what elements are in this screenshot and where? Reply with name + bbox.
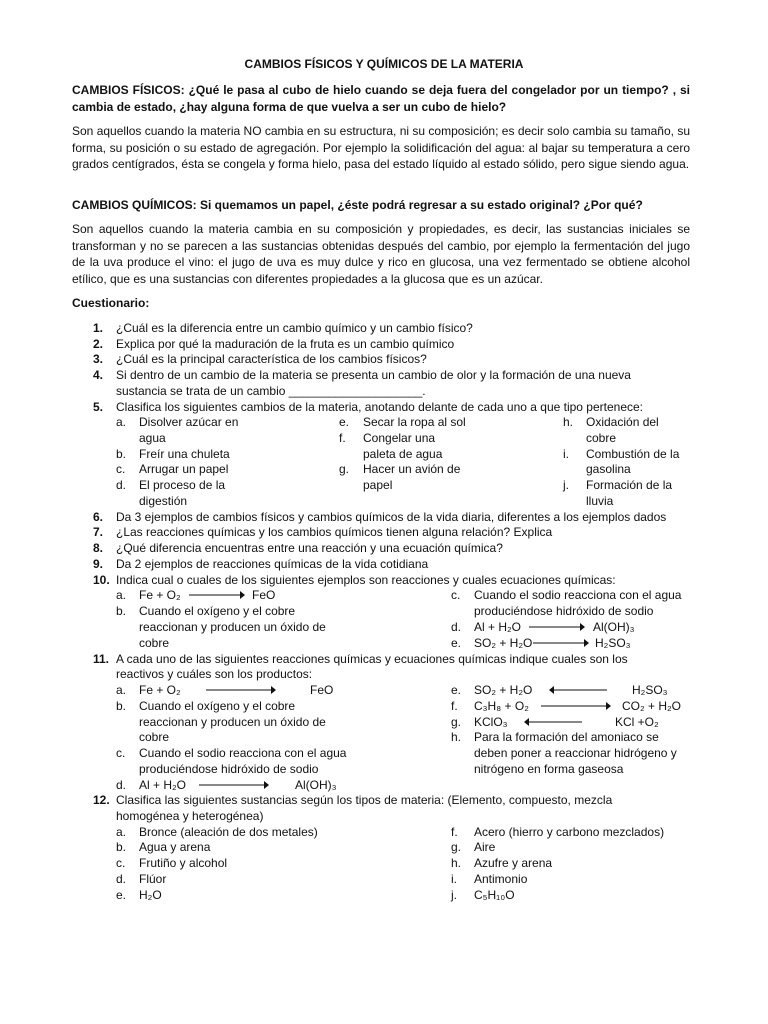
q11-e-arrow-left (548, 684, 608, 696)
q5-a-text1: Disolver azúcar en (139, 415, 239, 429)
q12-c-letter: c. (116, 856, 126, 870)
q5-d-text2: digestión (139, 494, 188, 508)
q11-number: 11. (93, 652, 110, 666)
q11-h-text1: Para la formación del amoniaco se (474, 730, 659, 744)
q10-e-arrow (532, 637, 590, 649)
q10-d-arrow (528, 621, 586, 633)
q10-e-lhs: SO₂ + H₂O (474, 636, 533, 650)
q11-text-line1: A cada uno de las siguientes reacciones químicas y ecuaciones químicas indique cuales son los (116, 652, 628, 666)
q4-text-line2: sustancia se trata de un cambio ____________________. (116, 384, 426, 398)
q5-a-letter: a. (116, 415, 127, 429)
q11-h-text3: nitrógeno en forma gaseosa (474, 762, 624, 776)
q12-d-text: Flúor (139, 872, 167, 886)
q1-text: ¿Cuál es la diferencia entre un cambio químico y un cambio físico? (116, 321, 473, 335)
fisicos-body: Son aquellos cuando la materia NO cambia en su estructura, ni su composición; es decir solo cambia su tamaño, su forma, su posición o su estado de agregación. Por ejemplo la solidificación del agua: al bajar su temperatura a cero grados centígrados, ésta se congela y forma hielo, pasa del estado líquido al estado sólido, pero sigue siendo agua. (72, 124, 690, 172)
q12-b-text: Agua y arena (139, 840, 211, 854)
q11-c-letter: c. (116, 746, 126, 760)
q5-d-text1: El proceso de la (139, 478, 226, 492)
q11-f-lhs: C₃H₈ + O₂ (474, 699, 529, 713)
fisicos-heading: CAMBIOS FÍSICOS: ¿Qué le pasa al cubo de hielo cuando se deja fuera del congelador por un tiempo? , si cambia de estado, ¿hay alguna forma de que vuelva a ser un cubo de hielo? (72, 83, 690, 114)
q4-number: 4. (93, 368, 104, 382)
q12-j-text: C₅H₁₀O (474, 888, 515, 902)
q3-text: ¿Cuál es la principal característica de los cambios físicos? (116, 352, 427, 366)
q10-a-letter: a. (116, 588, 127, 602)
q11-c-text1: Cuando el sodio reacciona con el agua (139, 746, 347, 760)
q5-text: Clasifica los siguientes cambios de la materia, anotando delante de cada uno a que tipo pertenece: (116, 400, 644, 414)
q11-c-text2: produciéndose hidróxido de sodio (139, 762, 319, 776)
q12-h-text: Azufre y arena (474, 856, 553, 870)
q10-c-text2: produciéndose hidróxido de sodio (474, 604, 654, 618)
q10-b-text1: Cuando el oxígeno y el cobre (139, 604, 296, 618)
q3-number: 3. (93, 352, 104, 366)
q11-d-rhs: Al(OH)₃ (295, 778, 337, 792)
q5-j-letter: j. (563, 478, 569, 492)
q11-g-arrow-left (523, 716, 583, 728)
q11-a-rhs: FeO (310, 683, 334, 697)
q12-j-letter: j. (451, 888, 457, 902)
q7-number: 7. (93, 525, 104, 539)
q5-c-letter: c. (116, 462, 126, 476)
q12-i-text: Antimonio (474, 872, 528, 886)
q11-d-lhs: Al + H₂O (139, 778, 187, 792)
q4-text-line1: Si dentro de un cambio de la materia se presenta un cambio de olor y la formación de una nueva (116, 368, 631, 382)
quimicos-heading: CAMBIOS QUÍMICOS: Si quemamos un papel, ¿éste podrá regresar a su estado original? ¿Por qué? (72, 198, 643, 212)
q11-a-arrow (205, 684, 277, 696)
q11-f-arrow (540, 700, 612, 712)
q11-text-line2: reactivos y cuáles son los productos: (116, 667, 313, 681)
q12-e-text: H₂O (139, 888, 162, 902)
q10-c-text1: Cuando el sodio reacciona con el agua (474, 588, 682, 602)
q11-g-rhs: KCl +O₂ (615, 715, 659, 729)
q5-number: 5. (93, 400, 104, 414)
q11-b-text1: Cuando el oxígeno y el cobre (139, 699, 296, 713)
q2-number: 2. (93, 337, 104, 351)
q5-f-letter: f. (339, 431, 346, 445)
q7-text: ¿Las reacciones químicas y los cambios químicos tienen alguna relación? Explica (116, 525, 553, 539)
q11-f-rhs: CO₂ + H₂O (622, 699, 681, 713)
q5-e-text: Secar la ropa al sol (363, 415, 466, 429)
q5-g-text2: papel (363, 478, 393, 492)
q10-e-rhs: H₂SO₃ (595, 636, 631, 650)
q2-text: Explica por qué la maduración de la fruta es un cambio químico (116, 337, 455, 351)
q12-e-letter: e. (116, 888, 127, 902)
q10-e-letter: e. (451, 636, 462, 650)
q1-number: 1. (93, 321, 104, 335)
q12-h-letter: h. (451, 856, 462, 870)
q11-e-lhs: SO₂ + H₂O (474, 683, 533, 697)
q10-a-lhs: Fe + O₂ (139, 588, 181, 602)
q5-j-text2: lluvia (586, 494, 614, 508)
q5-b-text: Freír una chuleta (139, 447, 230, 461)
q5-g-letter: g. (339, 462, 350, 476)
q10-a-arrow (188, 589, 246, 601)
q12-f-text: Acero (hierro y carbono mezclados) (474, 825, 665, 839)
q11-d-arrow (198, 779, 270, 791)
q5-i-text2: gasolina (586, 462, 631, 476)
q11-e-letter: e. (451, 683, 462, 697)
q10-b-letter: b. (116, 604, 127, 618)
q10-number: 10. (93, 573, 110, 587)
q10-d-letter: d. (451, 620, 462, 634)
q10-d-rhs: Al(OH)₃ (593, 620, 635, 634)
q11-a-letter: a. (116, 683, 127, 697)
q10-c-letter: c. (451, 588, 461, 602)
q8-text: ¿Qué diferencia encuentras entre una reacción y una ecuación química? (116, 541, 503, 555)
q12-number: 12. (93, 793, 110, 807)
q11-e-rhs: H₂SO₃ (632, 683, 668, 697)
q11-h-text2: deben poner a reaccionar hidrógeno y (474, 746, 677, 760)
q5-h-letter: h. (563, 415, 574, 429)
q12-d-letter: d. (116, 872, 127, 886)
q12-b-letter: b. (116, 840, 127, 854)
q12-text-line2: homogénea y heterogénea) (116, 809, 264, 823)
q6-number: 6. (93, 510, 104, 524)
q11-b-text2: reaccionan y producen un óxido de (139, 715, 326, 729)
q5-g-text1: Hacer un avión de (363, 462, 461, 476)
q5-f-text2: paleta de agua (363, 447, 443, 461)
q5-f-text1: Congelar una (363, 431, 436, 445)
cuestionario-label: Cuestionario: (72, 296, 150, 310)
q12-g-text: Aire (474, 840, 496, 854)
q12-g-letter: g. (451, 840, 462, 854)
q12-c-text: Frutiño y alcohol (139, 856, 228, 870)
q6-text: Da 3 ejemplos de cambios físicos y cambios químicos de la vida diaria, diferentes a los ejemplos dados (116, 510, 667, 524)
q5-a-text2: agua (139, 431, 166, 445)
q12-f-letter: f. (451, 825, 458, 839)
q10-b-text3: cobre (139, 636, 170, 650)
q10-a-rhs: FeO (252, 588, 276, 602)
q5-e-letter: e. (339, 415, 350, 429)
q5-b-letter: b. (116, 447, 127, 461)
q11-a-lhs: Fe + O₂ (139, 683, 181, 697)
quimicos-body: Son aquellos cuando la materia cambia en su composición y propiedades, es decir, las sustancias iniciales se transforman y no se parecen a las sustancias obtenidas después del cambio, por ejemplo la fermentación del jugo de la uva produce el vino: el jugo de uva es muy dulce y rico en glucosa, una vez fermentado se obtiene alcohol etílico, que es una sustancias con diferentes propiedades a la glucosa que es un azúcar. (72, 222, 690, 287)
q12-i-letter: i. (451, 872, 457, 886)
q11-f-letter: f. (451, 699, 458, 713)
q10-text: Indica cual o cuales de los siguientes ejemplos son reacciones y cuales ecuaciones químicas: (116, 573, 616, 587)
q5-j-text1: Formación de la (586, 478, 673, 492)
q11-g-lhs: KClO₃ (474, 715, 508, 729)
q11-b-text3: cobre (139, 730, 170, 744)
q11-g-letter: g. (451, 715, 462, 729)
q11-h-letter: h. (451, 730, 462, 744)
q5-d-letter: d. (116, 478, 127, 492)
q9-text: Da 2 ejemplos de reacciones químicas de la vida cotidiana (116, 557, 429, 571)
q10-d-lhs: Al + H₂O (474, 620, 522, 634)
q11-b-letter: b. (116, 699, 127, 713)
q5-i-text1: Combustión de la (586, 447, 680, 461)
q12-a-text: Bronce (aleación de dos metales) (139, 825, 318, 839)
q12-text-line1: Clasifica las siguientes sustancias según los tipos de materia: (Elemento, compuesto, mezcla (116, 793, 613, 807)
q5-h-text2: cobre (586, 431, 617, 445)
q5-i-letter: i. (563, 447, 569, 461)
q11-d-letter: d. (116, 778, 127, 792)
q5-h-text1: Oxidación del (586, 415, 659, 429)
q5-c-text: Arrugar un papel (139, 462, 229, 476)
q12-a-letter: a. (116, 825, 127, 839)
q10-b-text2: reaccionan y producen un óxido de (139, 620, 326, 634)
q9-number: 9. (93, 557, 104, 571)
page-title: CAMBIOS FÍSICOS Y QUÍMICOS DE LA MATERIA (244, 57, 524, 71)
q8-number: 8. (93, 541, 104, 555)
